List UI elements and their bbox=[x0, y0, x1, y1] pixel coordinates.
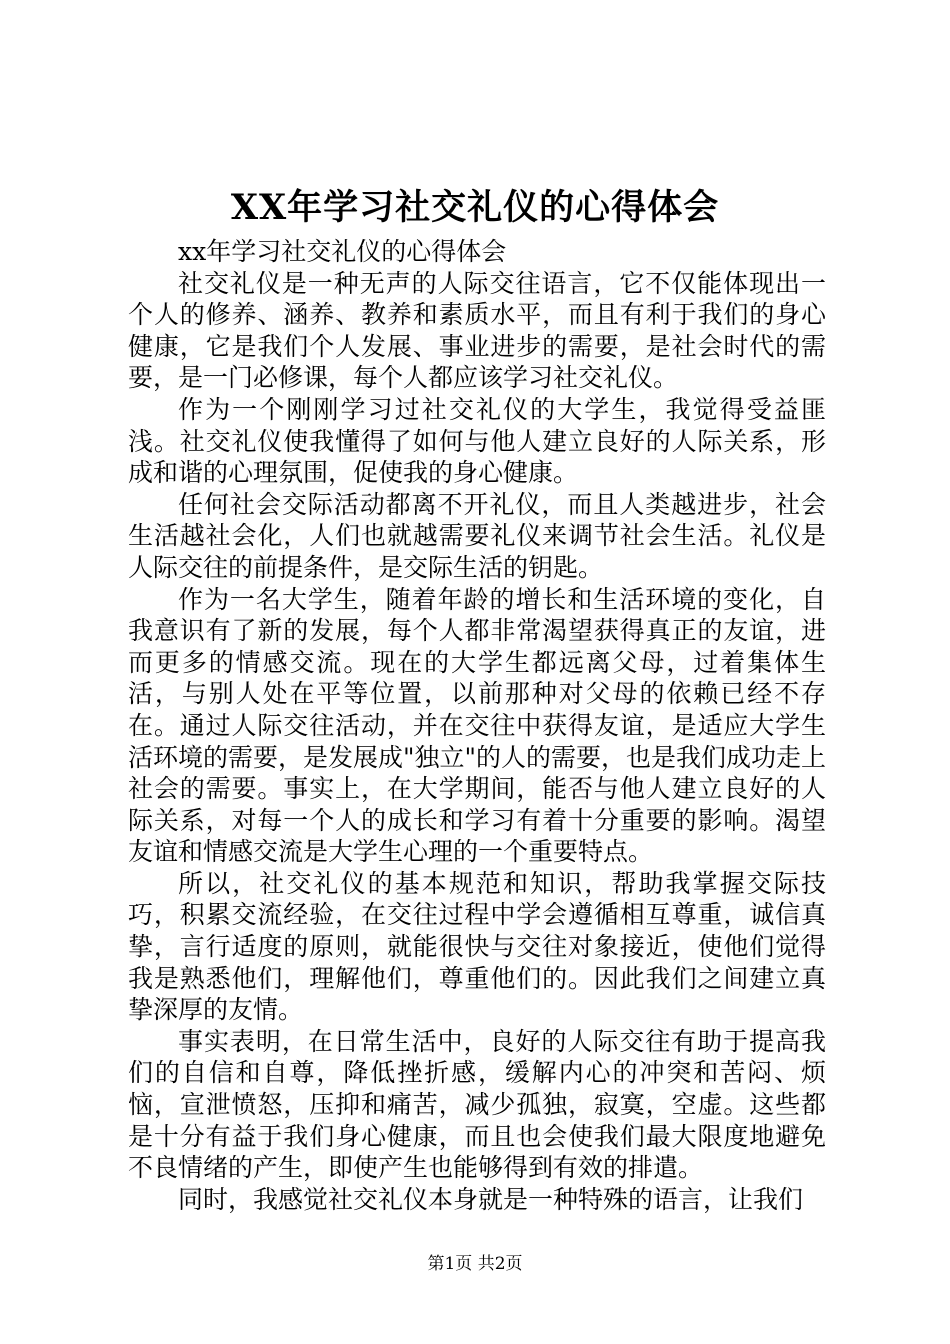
document-title: XX年学习社交礼仪的心得体会 bbox=[230, 187, 720, 228]
paragraph-intro: 社交礼仪是一种无声的人际交往语言，它不仅能体现出一个人的修养、涵养、教养和素质水平，而且有利于我们的身心健康，它是我们个人发展、事业进步的需要，是社会时代的需要，是一门必修课，每个人都应该学习社交礼仪。 bbox=[128, 268, 826, 393]
document-body bbox=[128, 236, 826, 1215]
paragraph-continued: 同时，我感觉社交礼仪本身就是一种特殊的语言，让我们 bbox=[178, 1184, 804, 1214]
paragraph: 事实表明，在日常生活中，良好的人际交往有助于提高我们的自信和自尊，降低挫折感，缓解内心的冲突和苦闷、烦恼，宣泄愤怒，压抑和痛苦，减少孤独，寂寞，空虚。这些都是十分有益于我们身心健康，而且也会使我们最大限度地避免不良情绪的产生，即使产生也能够得到有效的排遣。 bbox=[128, 1026, 826, 1183]
paragraph: 作为一名大学生，随着年龄的增长和生活环境的变化，自我意识有了新的发展，每个人都非常渴望获得真正的友谊，进而更多的情感交流。现在的大学生都远离父母，过着集体生活，与别人处在平等位置，以前那种对父母的依赖已经不存在。通过人际交往活动，并在交往中获得友谊，是适应大学生活环境的需要，是发展成"独立"的人的需要，也是我们成功走上社会的需要。事实上，在大学期间，能否与他人建立良好的人际关系，对每一个人的成长和学习有着十分重要的影响。渴望友谊和情感交流是大学生心理的一个重要特点。 bbox=[128, 584, 827, 867]
paragraph-heading: xx年学习社交礼仪的心得体会 bbox=[178, 237, 507, 266]
paragraph: 作为一个刚刚学习过社交礼仪的大学生，我觉得受益匪浅。社交礼仪使我懂得了如何与他人建立良好的人际关系，形成和谐的心理氛围，促使我的身心健康。 bbox=[128, 394, 826, 488]
paragraph: 任何社会交际活动都离不开礼仪，而且人类越进步，社会生活越社会化，人们也就越需要礼仪来调节社会生活。礼仪是人际交往的前提条件，是交际生活的钥匙。 bbox=[128, 489, 826, 582]
paragraph: 所以，社交礼仪的基本规范和知识，帮助我掌握交际技巧，积累交流经验，在交往过程中学会遵循相互尊重，诚信真挚，言行适度的原则，就能很快与交往对象接近，使他们觉得我是熟悉他们，理解他们，尊重他们的。因此我们之间建立真挚深厚的友情。 bbox=[128, 868, 826, 1025]
page-footer: 第1页 共2页 bbox=[427, 1254, 523, 1274]
